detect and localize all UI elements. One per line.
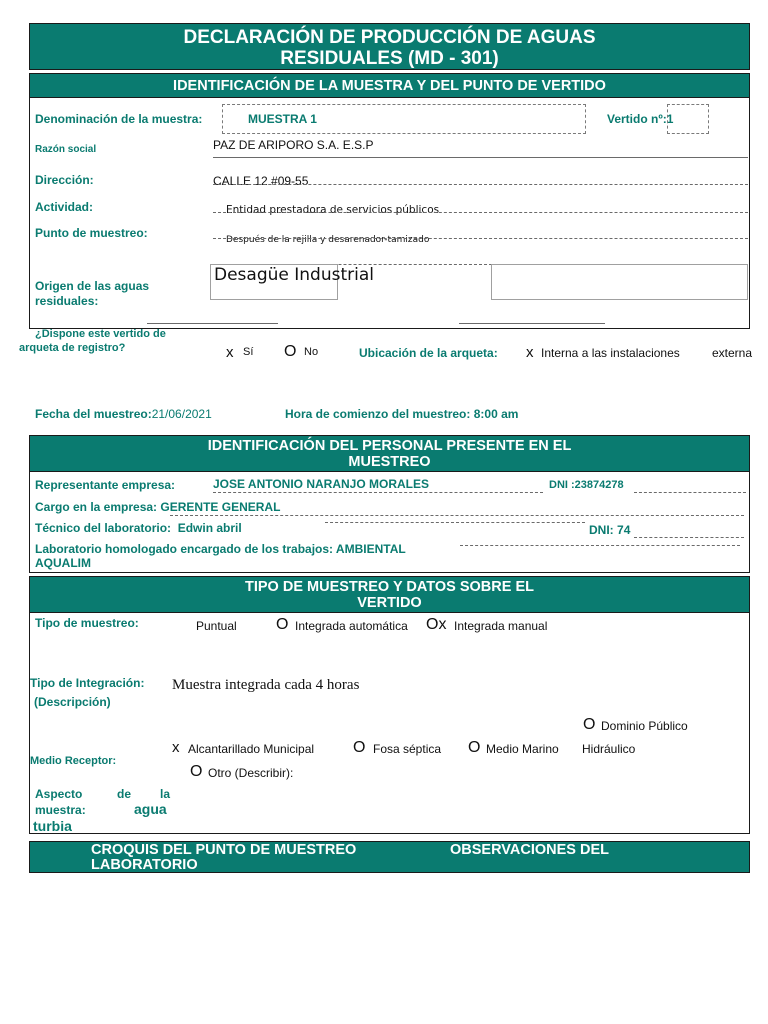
hora-muestreo-label-text: Hora de comienzo del muestreo: bbox=[285, 407, 471, 421]
laboratorio-value-line1[interactable]: AMBIENTAL bbox=[335, 542, 406, 556]
aspecto-label-word1: Aspecto bbox=[35, 787, 83, 801]
ubicacion-arqueta-label: Ubicación de la arqueta: bbox=[359, 346, 498, 360]
direccion-value[interactable]: CALLE 12 #09-55 bbox=[213, 174, 309, 188]
dni-1-underline bbox=[634, 492, 746, 493]
dni-2-label bbox=[589, 523, 630, 537]
medio-marino-label: Medio Marino bbox=[486, 742, 559, 756]
dominio-publico-label: Dominio Público bbox=[601, 719, 688, 733]
dni-1-value[interactable]: 23874278 bbox=[574, 479, 624, 491]
fosa-septica-label: Fosa séptica bbox=[373, 742, 442, 756]
alcantarillado-checkmark[interactable]: x bbox=[172, 739, 180, 756]
vertido-label: Vertido nº:1 bbox=[607, 112, 674, 126]
representante-label: Representante empresa: bbox=[35, 478, 176, 492]
dni-2-underline bbox=[634, 537, 744, 538]
representante-value[interactable]: JOSE ANTONIO NARANJO MORALES bbox=[213, 477, 430, 491]
fosa-septica-radio[interactable]: O bbox=[353, 739, 366, 756]
origen-value[interactable]: Desagüe Industrial bbox=[214, 265, 374, 285]
tipo-integracion-value[interactable]: Muestra integrada cada 4 horas bbox=[172, 677, 360, 693]
tecnico-label-text: Técnico del laboratorio: bbox=[35, 521, 172, 535]
laboratorio-label-text: Laboratorio homologado encargado de los trabajos: bbox=[35, 542, 334, 556]
laboratorio-label bbox=[35, 542, 406, 556]
aspecto-label-word2: de bbox=[117, 787, 132, 801]
ubicacion-externa-label: externa bbox=[712, 346, 753, 360]
aspecto-value-line2[interactable]: turbia bbox=[33, 818, 72, 834]
laboratorio-underline bbox=[460, 545, 740, 546]
croquis-title-line1: CROQUIS DEL PUNTO DE MUESTREO bbox=[91, 842, 357, 858]
otro-radio[interactable]: O bbox=[190, 763, 203, 780]
section-croquis-header bbox=[29, 841, 750, 873]
arqueta-no-label: No bbox=[304, 346, 319, 358]
tecnico-underline bbox=[325, 522, 585, 523]
arqueta-question-line2: arqueta de registro? bbox=[19, 342, 126, 354]
document-title-line2: RESIDUALES (MD - 301) bbox=[280, 48, 499, 69]
descripcion-label: (Descripción) bbox=[34, 695, 111, 709]
section-sample-identification-title: IDENTIFICACIÓN DE LA MUESTRA Y DEL PUNTO DE VERTIDO bbox=[173, 78, 606, 94]
fecha-muestreo-label bbox=[35, 407, 212, 421]
dominio-publico-radio[interactable]: O bbox=[583, 716, 596, 733]
punto-muestreo-label: Punto de muestreo: bbox=[35, 226, 148, 240]
denominacion-value[interactable]: MUESTRA 1 bbox=[248, 112, 317, 126]
ubicacion-interna-label: Interna a las instalaciones bbox=[541, 346, 680, 360]
signature-line-left bbox=[147, 323, 278, 324]
cargo-underline bbox=[170, 515, 744, 516]
ubicacion-interna-checkmark[interactable]: x bbox=[526, 344, 534, 361]
aspecto-value-line1[interactable]: agua bbox=[134, 801, 167, 817]
section-sampling-type-header bbox=[29, 576, 750, 613]
section-personnel-header bbox=[29, 435, 750, 472]
document-title-bar bbox=[29, 23, 750, 70]
croquis-title-line2: LABORATORIO bbox=[91, 857, 198, 873]
direccion-underline bbox=[213, 184, 748, 185]
vertido-field-box bbox=[667, 104, 709, 134]
punto-muestreo-underline bbox=[213, 238, 748, 239]
representante-underline bbox=[213, 492, 543, 493]
tipo-integracion-label: Tipo de Integración: bbox=[30, 676, 145, 690]
fecha-muestreo-label-text: Fecha del muestreo: bbox=[35, 407, 152, 421]
hora-muestreo-value[interactable]: 8:00 am bbox=[473, 407, 519, 421]
observaciones-title: OBSERVACIONES DEL bbox=[450, 842, 609, 858]
section-sampling-type-title-line2: VERTIDO bbox=[357, 595, 422, 611]
tipo-puntual-label: Puntual bbox=[196, 619, 237, 633]
cargo-label bbox=[35, 500, 280, 514]
tipo-muestreo-label: Tipo de muestreo: bbox=[35, 616, 139, 630]
cargo-value[interactable]: GERENTE GENERAL bbox=[160, 500, 281, 514]
dni-1-label bbox=[549, 479, 624, 491]
arqueta-si-checkmark[interactable]: x bbox=[226, 344, 234, 361]
muestra-label: muestra: bbox=[35, 803, 86, 817]
tipo-automatica-radio[interactable]: O bbox=[276, 616, 289, 633]
dni-1-label-text: DNI : bbox=[549, 479, 575, 491]
razon-social-label: Razón social bbox=[35, 144, 97, 155]
aspecto-label-word3: la bbox=[160, 787, 171, 801]
razon-social-value[interactable]: PAZ DE ARIPORO S.A. E.S.P bbox=[213, 138, 374, 152]
section-personnel-title-line1: IDENTIFICACIÓN DEL PERSONAL PRESENTE EN EL bbox=[207, 438, 572, 454]
tipo-manual-label: Integrada manual bbox=[454, 619, 548, 633]
cargo-label-text: Cargo en la empresa: bbox=[35, 500, 158, 514]
origen-label-line1: Origen de las aguas bbox=[35, 279, 150, 293]
hora-muestreo-label bbox=[285, 407, 518, 421]
medio-receptor-label: Medio Receptor: bbox=[30, 755, 117, 767]
origen-label-line2: residuales: bbox=[35, 294, 99, 308]
arqueta-no-radio[interactable]: O bbox=[284, 343, 297, 360]
signature-line-right bbox=[459, 323, 605, 324]
section-sample-identification-header bbox=[29, 73, 750, 98]
direccion-label: Dirección: bbox=[35, 173, 94, 187]
origen-extra-box bbox=[491, 264, 748, 300]
arqueta-question-line1: ¿Dispone este vertido de bbox=[35, 328, 166, 340]
alcantarillado-label: Alcantarillado Municipal bbox=[188, 742, 315, 756]
dni-2-label-text: DNI: bbox=[589, 523, 614, 537]
tipo-automatica-label: Integrada automática bbox=[295, 619, 408, 633]
actividad-underline bbox=[213, 212, 748, 213]
actividad-label: Actividad: bbox=[35, 200, 94, 214]
laboratorio-value-line2[interactable]: AQUALIM bbox=[35, 556, 91, 570]
medio-marino-radio[interactable]: O bbox=[468, 739, 481, 756]
section-sampling-type-title-line1: TIPO DE MUESTREO Y DATOS SOBRE EL bbox=[245, 579, 534, 595]
denominacion-label: Denominación de la muestra: bbox=[35, 112, 203, 126]
document-title-line1: DECLARACIÓN DE PRODUCCIÓN DE AGUAS bbox=[183, 27, 596, 48]
dni-2-value[interactable]: 74 bbox=[617, 523, 631, 537]
razon-social-underline bbox=[213, 157, 748, 158]
arqueta-si-label: Sí bbox=[243, 346, 254, 358]
section-sampling-type bbox=[29, 576, 750, 834]
tecnico-value[interactable]: Edwin abril bbox=[177, 521, 242, 535]
otro-label: Otro (Describir): bbox=[208, 766, 294, 780]
punto-muestreo-value[interactable]: Después de la rejilla y desarenador-tamizado bbox=[226, 235, 430, 245]
fecha-muestreo-value[interactable]: 21/06/2021 bbox=[151, 407, 212, 421]
tipo-manual-radio[interactable]: Ox bbox=[426, 616, 447, 633]
hidraulico-label: Hidráulico bbox=[582, 742, 636, 756]
tecnico-label bbox=[35, 521, 242, 535]
actividad-value[interactable]: Entidad prestadora de servicios públicos bbox=[226, 204, 440, 216]
section-personnel-title-line2: MUESTREO bbox=[348, 454, 431, 470]
